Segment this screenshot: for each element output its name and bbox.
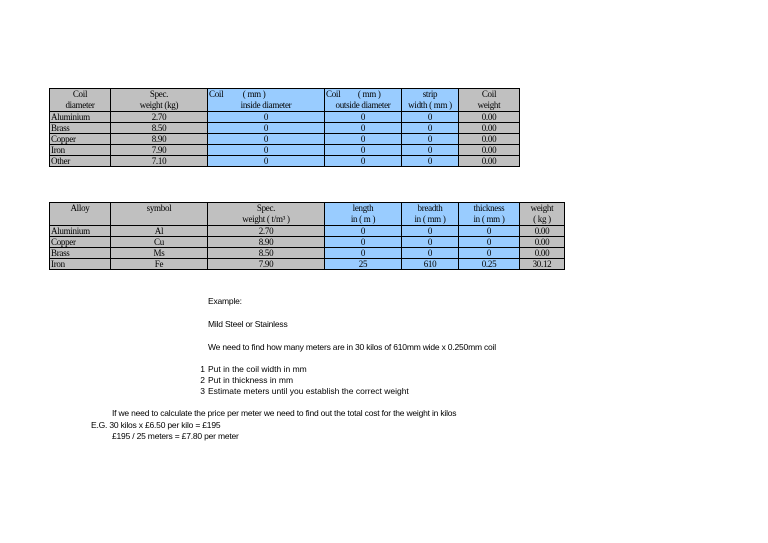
thickness-input[interactable]: 0 <box>459 226 520 237</box>
coil-weight-cell: 0.00 <box>459 123 520 134</box>
strip-width-input[interactable]: 0 <box>402 145 459 156</box>
spec-weight-cell: 8.90 <box>208 237 325 248</box>
breadth-input[interactable]: 0 <box>402 237 459 248</box>
coil-header-coil-weight: Coil weight <box>459 89 520 112</box>
example-label: Example: <box>208 296 242 306</box>
alloy-cell: Copper <box>50 237 111 248</box>
alloy-header-breadth: breadth in ( mm ) <box>402 203 459 226</box>
symbol-cell: Fe <box>111 259 208 270</box>
outside-diameter-input[interactable]: 0 <box>325 112 402 123</box>
strip-width-input[interactable]: 0 <box>402 134 459 145</box>
spec-weight-cell: 8.50 <box>111 123 208 134</box>
step-item <box>197 386 409 396</box>
step-text: Estimate meters until you establish the correct weight <box>208 386 409 396</box>
inside-diameter-input[interactable]: 0 <box>208 112 325 123</box>
table-row <box>50 226 565 237</box>
alloy-table-header <box>50 203 565 226</box>
coil-weight-cell: 0.00 <box>459 112 520 123</box>
symbol-cell: Al <box>111 226 208 237</box>
spec-weight-cell: 8.90 <box>111 134 208 145</box>
alloy-header-symbol: symbol <box>111 203 208 226</box>
table-row <box>50 237 565 248</box>
alloy-cell: Brass <box>50 248 111 259</box>
breadth-input[interactable]: 610 <box>402 259 459 270</box>
alloy-header-alloy: Alloy <box>50 203 111 226</box>
step-number: 3 <box>200 386 205 396</box>
table-row <box>50 112 520 123</box>
alloy-cell: Iron <box>50 259 111 270</box>
strip-width-input[interactable]: 0 <box>402 112 459 123</box>
table-row <box>50 145 520 156</box>
coil-weight-cell: 0.00 <box>459 145 520 156</box>
spec-weight-cell: 8.50 <box>208 248 325 259</box>
coil-header-spec-weight: Spec. weight (kg) <box>111 89 208 112</box>
inside-diameter-input[interactable]: 0 <box>208 145 325 156</box>
alloy-cell: Aluminium <box>50 226 111 237</box>
alloy-header-spec-weight: Spec. weight ( t/m³ ) <box>208 203 325 226</box>
spec-weight-cell: 7.90 <box>111 145 208 156</box>
length-input[interactable]: 25 <box>325 259 402 270</box>
table-row <box>50 259 565 270</box>
inside-diameter-input[interactable]: 0 <box>208 134 325 145</box>
inside-diameter-input[interactable]: 0 <box>208 123 325 134</box>
alloy-header-weight: weight ( kg ) <box>520 203 565 226</box>
weight-cell: 0.00 <box>520 237 565 248</box>
step-text: Put in the coil width in mm <box>208 364 307 374</box>
material-cell: Copper <box>50 134 111 145</box>
step-number: 2 <box>200 375 205 385</box>
coil-header-inside-diameter: Coil ( mm ) inside diameter <box>208 89 325 112</box>
step-number: 1 <box>200 364 205 374</box>
length-input[interactable]: 0 <box>325 226 402 237</box>
thickness-input[interactable]: 0 <box>459 248 520 259</box>
coil-weight-cell: 0.00 <box>459 156 520 167</box>
thickness-input[interactable]: 0 <box>459 237 520 248</box>
table-row <box>50 156 520 167</box>
material-note: Mild Steel or Stainless <box>208 319 288 329</box>
example-calc-1: E.G. 30 kilos x £6.50 per kilo = £195 <box>91 420 221 430</box>
strip-width-input[interactable]: 0 <box>402 123 459 134</box>
material-cell: Other <box>50 156 111 167</box>
alloy-header-length: length in ( m ) <box>325 203 402 226</box>
inside-diameter-input[interactable]: 0 <box>208 156 325 167</box>
coil-table <box>49 88 520 167</box>
spec-weight-cell: 7.90 <box>208 259 325 270</box>
material-cell: Iron <box>50 145 111 156</box>
symbol-cell: Ms <box>111 248 208 259</box>
outside-diameter-input[interactable]: 0 <box>325 123 402 134</box>
example-calc-2: £195 / 25 meters = £7.80 per meter <box>112 431 239 441</box>
coil-header-diameter: Coil diameter <box>50 89 111 112</box>
step-item <box>197 364 307 374</box>
coil-table-header <box>50 89 520 112</box>
outside-diameter-input[interactable]: 0 <box>325 145 402 156</box>
outside-diameter-input[interactable]: 0 <box>325 156 402 167</box>
table-row <box>50 248 565 259</box>
weight-cell: 0.00 <box>520 226 565 237</box>
spec-weight-cell: 2.70 <box>208 226 325 237</box>
question-note: We need to find how many meters are in 30 kilos of 610mm wide x 0.250mm coil <box>208 342 496 352</box>
material-cell: Brass <box>50 123 111 134</box>
weight-cell: 30.12 <box>520 259 565 270</box>
thickness-input[interactable]: 0.25 <box>459 259 520 270</box>
outside-diameter-input[interactable]: 0 <box>325 134 402 145</box>
breadth-input[interactable]: 0 <box>402 248 459 259</box>
weight-cell: 0.00 <box>520 248 565 259</box>
length-input[interactable]: 0 <box>325 237 402 248</box>
alloy-table <box>49 202 565 270</box>
spec-weight-cell: 7.10 <box>111 156 208 167</box>
step-text: Put in thickness in mm <box>208 375 294 385</box>
alloy-header-thickness: thickness in ( mm ) <box>459 203 520 226</box>
material-cell: Aluminium <box>50 112 111 123</box>
table-row <box>50 123 520 134</box>
length-input[interactable]: 0 <box>325 248 402 259</box>
spec-weight-cell: 2.70 <box>111 112 208 123</box>
table-row <box>50 134 520 145</box>
coil-weight-cell: 0.00 <box>459 134 520 145</box>
breadth-input[interactable]: 0 <box>402 226 459 237</box>
coil-header-strip-width: strip width ( mm ) <box>402 89 459 112</box>
strip-width-input[interactable]: 0 <box>402 156 459 167</box>
coil-header-outside-diameter: Coil ( mm ) outside diameter <box>325 89 402 112</box>
price-intro-note: If we need to calculate the price per meter we need to find out the total cost for the weight in kilos <box>112 408 457 418</box>
step-item <box>197 375 293 385</box>
symbol-cell: Cu <box>111 237 208 248</box>
